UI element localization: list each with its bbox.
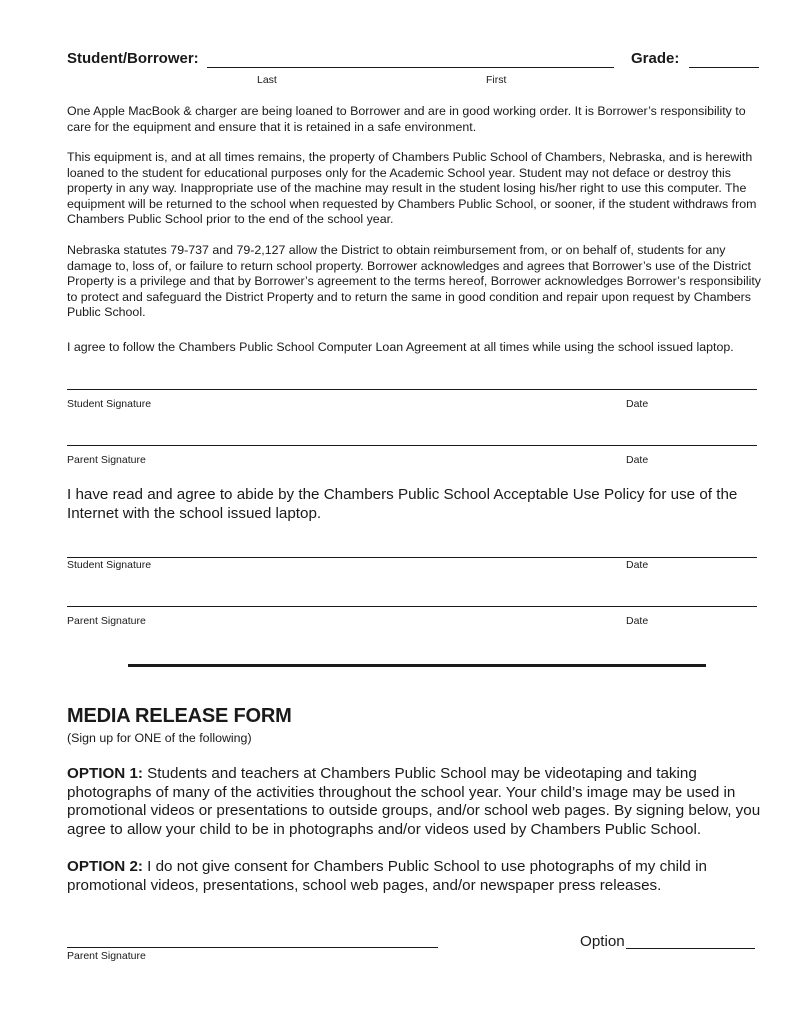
aup-student-date-label: Date (626, 559, 649, 571)
aup-parent-signature-label: Parent Signature (67, 615, 146, 627)
aup-statement: I have read and agree to abide by the Chambers Public School Acceptable Use Policy for use of the Internet with the school issued laptop. (67, 486, 738, 522)
option-1-text (67, 765, 767, 839)
student-date-label: Date (626, 398, 649, 410)
aup-parent-signature-line[interactable] (67, 606, 757, 607)
option-choice-field[interactable] (626, 948, 755, 949)
section-divider (128, 664, 706, 667)
paragraph-statutes: Nebraska statutes 79-737 and 79-2,127 allow the District to obtain reimbursement from, or on behalf of, students for any damage to, loss of, or failure to return school property. Borrower acknowledges and agrees that Borrower’s use of the District Property is a privilege and that by Borrower’s agreement to the terms hereof, Borrower acknowledges Borrower’s responsibility to protect and safeguard the District Property and to return the same in good condition and repair upon request by Chambers Public School. (67, 243, 761, 320)
option-2-label: OPTION 2: (67, 858, 143, 875)
parent-signature-line[interactable] (67, 445, 757, 446)
paragraph-loan-notice: One Apple MacBook & charger are being loaned to Borrower and are in good working order. It is Borrower’s responsibility to care for the equipment and ensure that it is retained in a safe environment. (67, 104, 746, 134)
grade-label: Grade: (631, 50, 680, 67)
first-name-caption: First (486, 74, 507, 86)
option-2-body: I do not give consent for Chambers Public School to use photographs of my child in promotional videos, presentations, school web pages, and/or newspaper press releases. (67, 858, 707, 894)
option-2-text (67, 858, 767, 895)
borrower-name-field[interactable] (207, 67, 614, 68)
aup-student-signature-line[interactable] (67, 557, 757, 558)
media-release-subtitle: (Sign up for ONE of the following) (67, 731, 252, 745)
parent-signature-label: Parent Signature (67, 454, 146, 466)
student-signature-line[interactable] (67, 389, 757, 390)
borrower-label: Student/Borrower: (67, 50, 199, 67)
media-parent-signature-label: Parent Signature (67, 950, 146, 962)
option-1-body: Students and teachers at Chambers Public School may be videotaping and taking photographs of many of the activities throughout the school year. Your child’s image may be used in promotional videos or presentations to outside groups, and/or school web pages. By signing below, you agree to allow your child to be in photographs and/or videos used by Chambers Public School. (67, 765, 761, 838)
aup-student-signature-label: Student Signature (67, 559, 152, 571)
media-release-title: MEDIA RELEASE FORM (67, 705, 292, 727)
grade-field[interactable] (689, 67, 759, 68)
last-name-caption: Last (257, 74, 277, 86)
paragraph-agreement: I agree to follow the Chambers Public School Computer Loan Agreement at all times while using the school issued laptop. (67, 340, 734, 354)
parent-date-label: Date (626, 454, 649, 466)
aup-parent-date-label: Date (626, 615, 649, 627)
option-1-label: OPTION 1: (67, 765, 143, 782)
student-signature-label: Student Signature (67, 398, 152, 410)
option-choice-label: Option (580, 933, 625, 950)
media-parent-signature-line[interactable] (67, 947, 438, 948)
paragraph-property: This equipment is, and at all times remains, the property of Chambers Public School of Chambers, Nebraska, and is herewith loaned to the student for educational purposes only for the Academic School year. Student may not deface or destroy this property in any way. Inappropriate use of the machine may result in the student losing his/her right to use this computer. The equipment will be returned to the school when requested by Chambers Public School, or sooner, if the student withdraws from Chambers Public School prior to the end of the school year. (67, 150, 757, 227)
